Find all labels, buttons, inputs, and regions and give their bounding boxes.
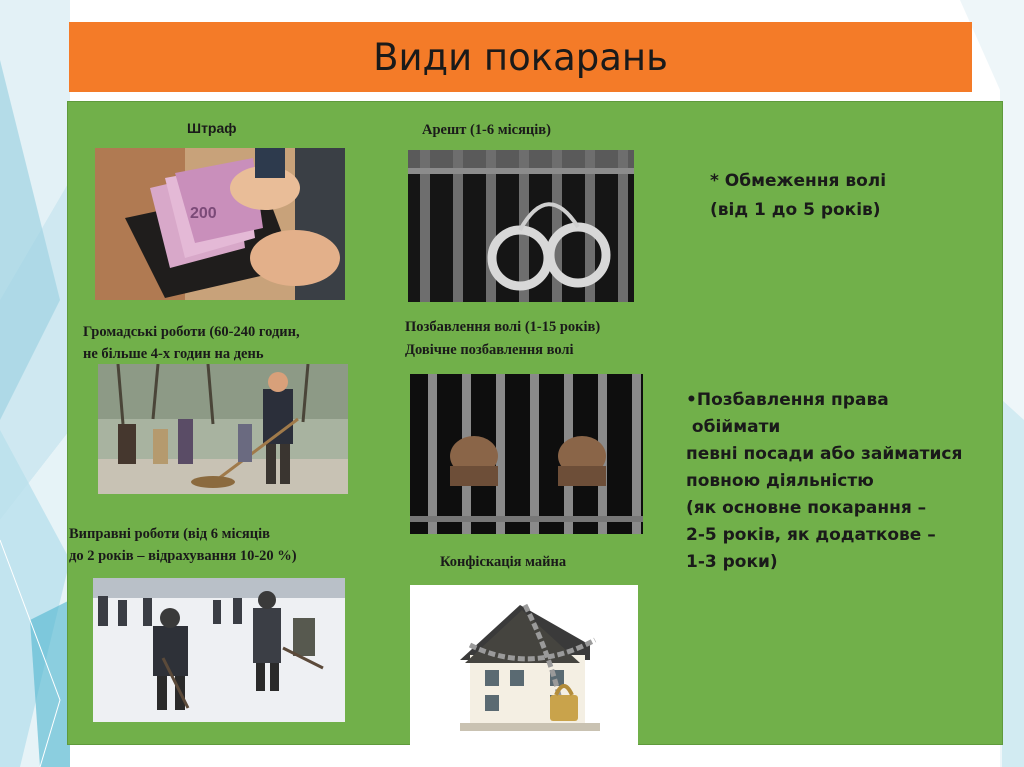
community-work-label-line2: не більше 4-х годин на день: [83, 346, 264, 362]
confiscation-label: Конфіскація майна: [440, 554, 567, 570]
street-sweeping-photo: [98, 364, 348, 494]
community-work-label-line1: Громадські роботи (60-240 годин,: [83, 324, 300, 340]
slide-title: Види покарань: [373, 35, 668, 79]
deprivation-line: обіймати: [686, 417, 781, 437]
correctional-work-label-line2: до 2 років – відрахування 10-20 %): [69, 548, 297, 564]
deprivation-line: 1-3 роки): [686, 552, 778, 572]
deprivation-line: 2-5 років, як додаткове –: [686, 525, 936, 545]
prison-bars-hands-photo: [410, 374, 643, 534]
svg-text:200: 200: [190, 205, 217, 222]
deprivation-line: певні посади або займатися: [686, 444, 963, 464]
deprivation-line: (як основне покарання –: [686, 498, 927, 518]
snow-clearing-photo: [93, 578, 345, 722]
fine-label: Штраф: [187, 120, 237, 136]
imprisonment-label-line1: Позбавлення волі (1-15 років): [405, 319, 601, 335]
deprivation-line: •Позбавлення права: [686, 390, 889, 410]
title-bar: [69, 22, 972, 92]
restriction-line2: (від 1 до 5 років): [710, 200, 881, 220]
arrest-label: Арешт (1-6 місяців): [422, 122, 551, 138]
imprisonment-label-line2: Довічне позбавлення волі: [405, 342, 574, 358]
correctional-work-label-line1: Виправні роботи (від 6 місяців: [69, 526, 270, 542]
restriction-line1: * Обмеження волі: [710, 171, 887, 191]
handcuffs-bars-photo: [408, 150, 634, 302]
deprivation-line: повною діяльністю: [686, 471, 874, 491]
wallet-money-photo: [95, 148, 345, 300]
chained-house-photo: [410, 585, 638, 745]
